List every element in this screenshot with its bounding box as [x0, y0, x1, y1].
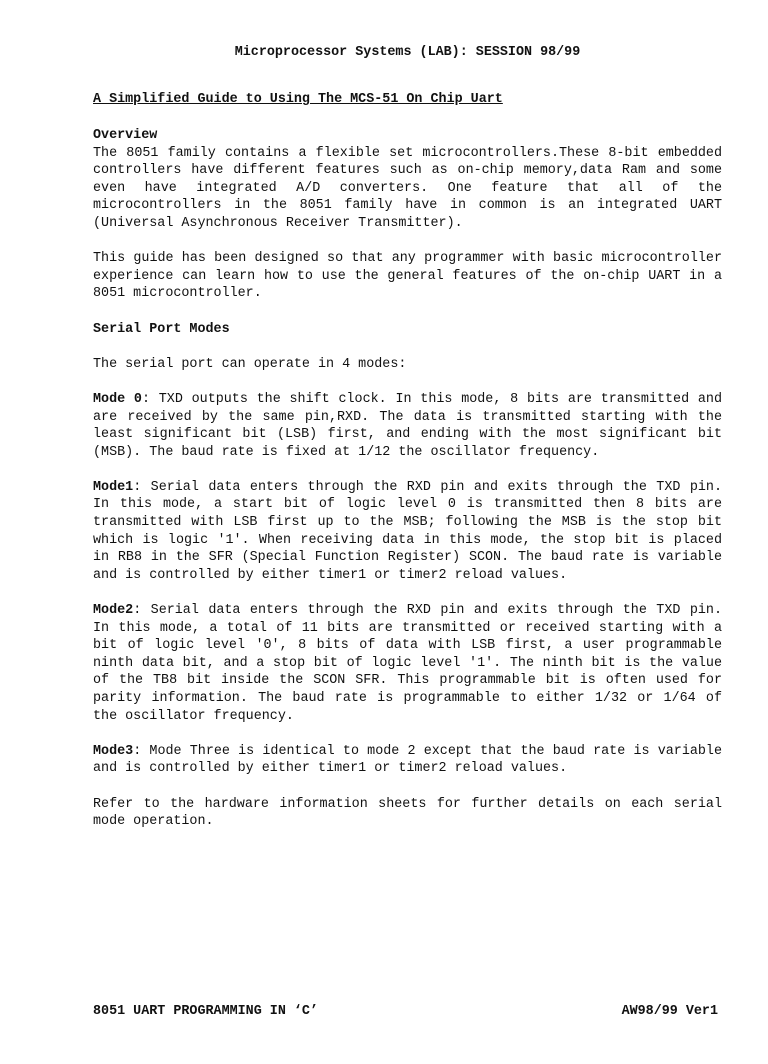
overview-paragraph-2: This guide has been designed so that any programmer with basic microcontroller experience can learn how to use the general features of the on-chip UART in a 8051 microcontroller. — [93, 251, 722, 302]
mode1-label: Mode1 — [93, 479, 134, 495]
document-body — [93, 127, 722, 831]
page-footer — [93, 1004, 722, 1064]
footer-right-text: AW98/99 Ver1 — [621, 1004, 718, 1019]
mode2-paragraph — [93, 602, 722, 725]
mode1-paragraph — [93, 479, 722, 585]
page-header-title: Microprocessor Systems (LAB): SESSION 98/99 — [234, 45, 581, 60]
mode0-label: Mode 0 — [93, 391, 142, 407]
mode1-text: : Serial data enters through the RXD pin and exits through the TXD pin. In this mode, a start bit of logic level 0 is transmitted then 8 bits are transmitted with LSB first up to the MSB; following the MSB is the stop bit which is logic '1'. When receiving data in this mode, the stop bit is placed in RB8 in the SFR (Special Function Register) SCON. The baud rate is variable and is controlled by either timer1 or timer2 reload values. — [93, 479, 722, 583]
overview-heading: Overview — [93, 128, 158, 143]
overview-paragraph-1: The 8051 family contains a flexible set microcontrollers.These 8-bit embedded controllers have different features such as on-chip memory,data Ram and some even have integrated A/D converters. One feature that all of the microcontrollers in the 8051 family have in common is an integrated UART (Universal Asynchronous Receiver Transmitter). — [93, 145, 722, 231]
mode3-paragraph — [93, 743, 722, 778]
mode2-label: Mode2 — [93, 603, 134, 619]
mode3-text: : Mode Three is identical to mode 2 except that the baud rate is variable and is controlled by either timer1 or timer2 reload values. — [93, 743, 722, 777]
refer-paragraph: Refer to the hardware information sheets for further details on each serial mode operation. — [93, 796, 722, 830]
serial-modes-heading: Serial Port Modes — [93, 321, 230, 337]
mode0-text: : TXD outputs the shift clock. In this mode, 8 bits are transmitted and are received by the same pin,RXD. The data is transmitted starting with the least significant bit (LSB) first, and ending with the most significant bit (MSB). The baud rate is fixed at 1/12 the oscillator frequency. — [93, 391, 722, 460]
serial-modes-intro: The serial port can operate in 4 modes: — [93, 356, 407, 372]
document-title: A Simplified Guide to Using The MCS-51 On Chip Uart — [93, 92, 503, 107]
document-page — [93, 0, 722, 1024]
mode0-paragraph — [93, 391, 722, 461]
mode2-text: : Serial data enters through the RXD pin and exits through the TXD pin. In this mode, a total of 11 bits are transmitted or received starting with a bit of logic level '0', 8 bits of data with LSB first, a user programmable ninth data bit, and a stop bit of logic level '1'. The ninth bit is the value of the TB8 bit inside the SCON SFR. This programmable bit is often used for parity information. The baud rate is programmable to either 1/32 or 1/64 of the oscillator frequency. — [93, 603, 722, 724]
mode3-label: Mode3 — [93, 743, 134, 759]
footer-left-text: 8051 UART PROGRAMMING IN ‘C’ — [93, 1004, 318, 1019]
